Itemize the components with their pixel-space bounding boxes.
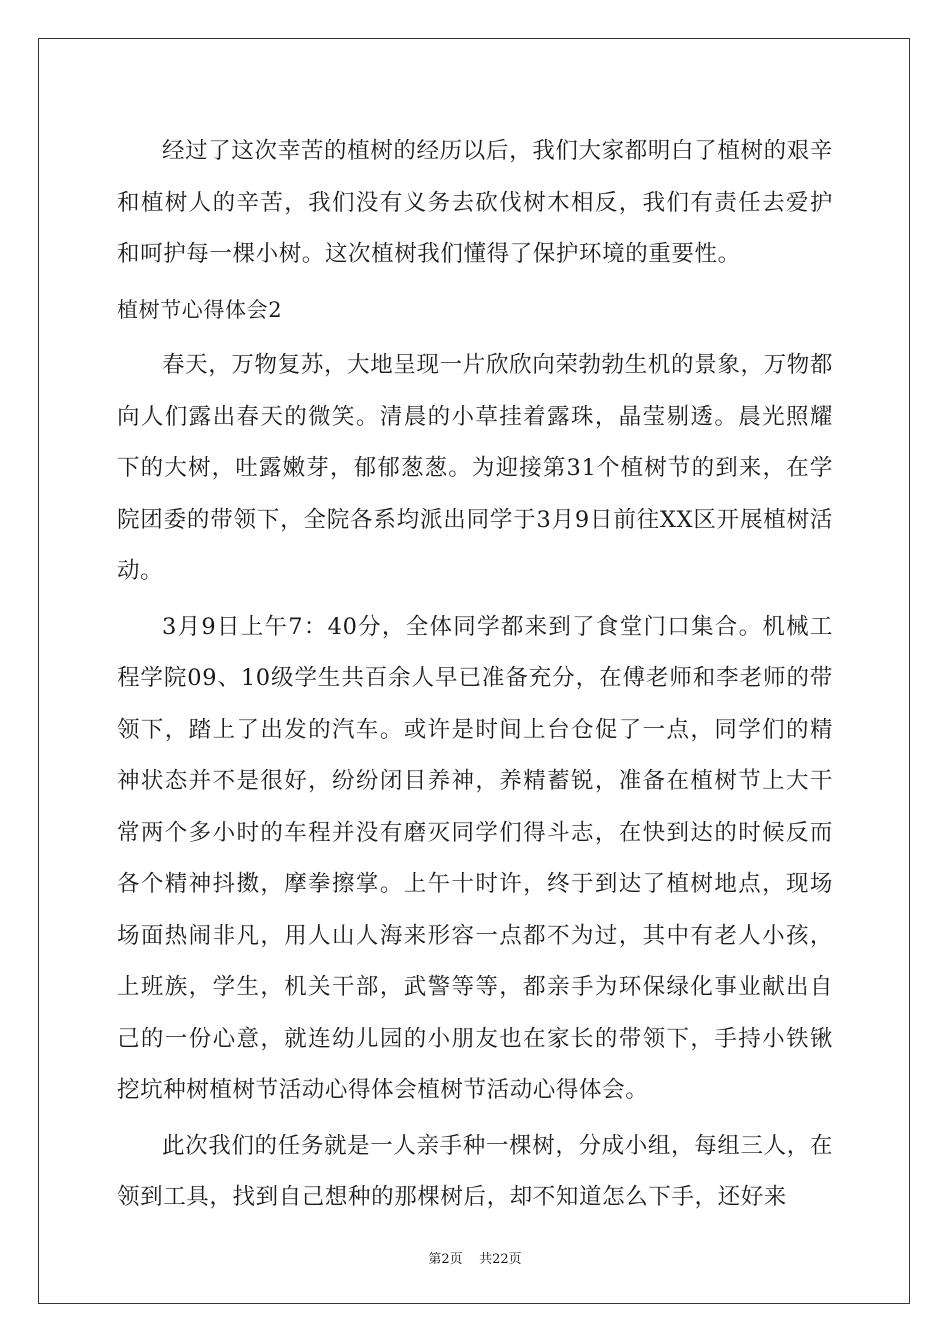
page-total: 共22页 [479,1252,522,1267]
section-heading: 植树节心得体会2 [117,297,283,322]
paragraph-1: 经过了这次幸苦的植树的经历以后，我们大家都明白了植树的艰辛和植树人的辛苦，我们没有义务去砍伐树木相反，我们有责任去爱护和呵护每一棵小树。这次植树我们懂得了保护环境的重要性。 [117,138,833,267]
page-footer [0,1248,950,1267]
paragraph-4: 此次我们的任务就是一人亲手种一棵树，分成小组，每组三人，在领到工具，找到自己想种的那棵树后，却不知道怎么下手，还好来 [117,1132,833,1210]
document-body [117,126,833,1224]
paragraph-3: 3月9日上午7：40分，全体同学都来到了食堂门口集合。机械工程学院09、10级学生共百余人早已准备充分，在傅老师和李老师的带领下，踏上了出发的汽车。或许是时间上台仓促了一点，同学们的精神状态并不是很好，纷纷闭目养神，养精蓄锐，准备在植树节上大干常两个多小时的车程并没有磨灭同学们得斗志，在快到达的时候反而各个精神抖擞，摩拳擦掌。上午十时许，终于到达了植树地点，现场场面热闹非凡，用人山人海来形容一点都不为过，其中有老人小孩，上班族，学生，机关干部，武警等等，都亲手为环保绿化事业献出自己的一份心意，就连幼儿园的小朋友也在家长的带领下，手持小铁锹挖坑种树植树节活动心得体会植树节活动心得体会。 [117,613,833,1103]
page-number: 第2页 [428,1252,463,1267]
paragraph-2: 春天，万物复苏，大地呈现一片欣欣向荣勃勃生机的景象，万物都向人们露出春天的微笑。清晨的小草挂着露珠，晶莹剔透。晨光照耀下的大树，吐露嫩芽，郁郁葱葱。为迎接第31个植树节的到来，在学院团委的带领下，全院各系均派出同学于3月9日前往XX区开展植树活动。 [117,352,833,584]
